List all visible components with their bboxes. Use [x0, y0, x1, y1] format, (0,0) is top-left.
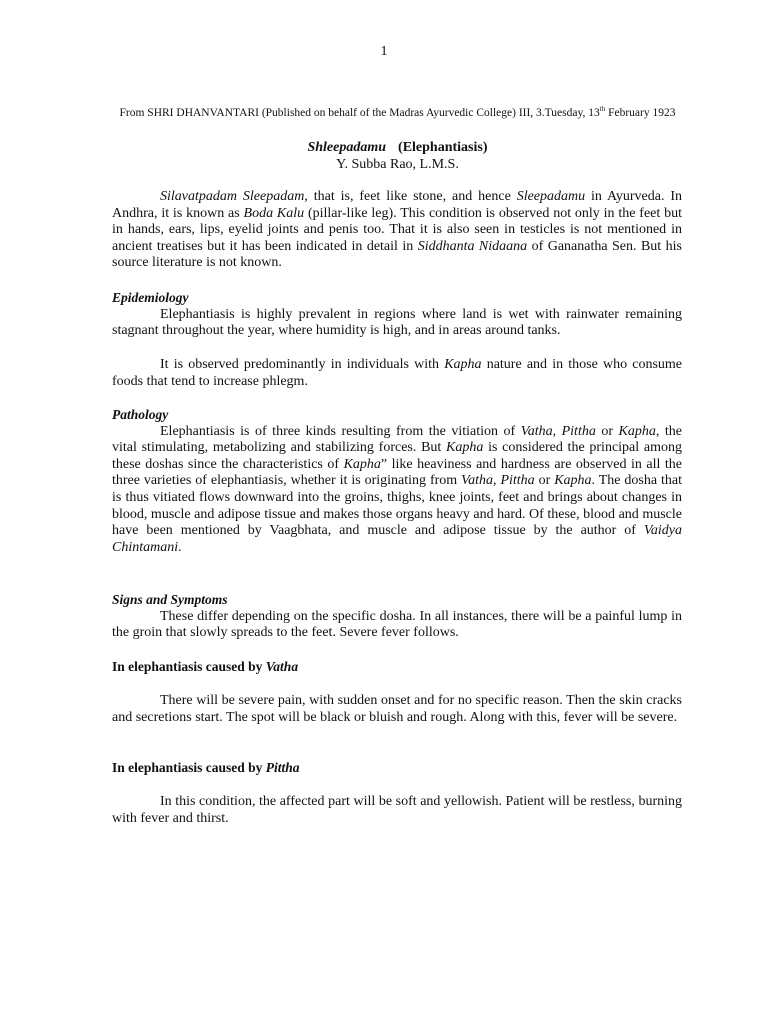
article-author: Y. Subba Rao, L.M.S.	[336, 157, 459, 172]
epidemiology-section-2	[112, 357, 682, 390]
title-english: (Elephantiasis)	[398, 140, 488, 155]
article-title	[0, 139, 768, 156]
epidemiology-section	[112, 290, 682, 340]
pittha-paragraph: In this condition, the affected part will be soft and yellowish. Patient will be restless, burning with fever and thirst.	[112, 794, 682, 826]
pittha-body	[112, 794, 682, 827]
section-heading: Signs and Symptoms	[112, 592, 228, 607]
intro-paragraph: Silavatpadam Sleepadam, that is, feet like stone, and hence Sleepadamu in Ayurveda. In Andhra, it is known as Boda Kalu (pillar-like leg). This condition is observed not only in the feet but in hands, ears, lips, eyelid joints and penis too. That it is also seen in testicles is not mentioned in ancient treatises but it has been indicated in detail in Siddhanta Nidaana of Gananatha Sen. But his source literature is not known.	[112, 189, 682, 271]
epidemiology-paragraph-2: It is observed predominantly in individuals with Kapha nature and in those who consume foods that tend to increase phlegm.	[112, 357, 682, 389]
section-heading: Pathology	[112, 407, 169, 422]
title-main: Shleepadamu	[307, 140, 387, 155]
vatha-body	[112, 693, 682, 726]
intro-section	[112, 189, 682, 272]
vatha-paragraph: There will be severe pain, with sudden onset and for no specific reason. Then the skin cracks and secretions start. The spot will be black or bluish and rough. Along with this, fever will be severe.	[112, 693, 682, 725]
page-number: 1	[380, 44, 388, 59]
pathology-paragraph: Elephantiasis is of three kinds resulting from the vitiation of Vatha, Pittha or Kapha, the vital stimulating, metabolizing and stabilizing forces. But Kapha is considered the principal among these doshas since the characteristics of Kapha” like heaviness and hardness are observed in all the three varieties of elephantiasis, whether it is originating from Vatha, Pittha or Kapha. The dosha that is thus vitiated flows downward into the groins, thighs, knee joints, feet and brings about changes in blood, muscle and adipose tissue and makes those organs heavy and hard. Of these, blood and muscle have been mentioned by Vaagbhata, and muscle and adipose tissue by the author of Vaidya Chintamani.	[112, 423, 683, 555]
signs-section	[112, 592, 682, 642]
pittha-section	[112, 760, 682, 777]
pathology-section	[112, 407, 682, 556]
source-superscript: th	[599, 105, 606, 114]
subsection-heading: In elephantiasis caused by Vatha	[112, 659, 299, 674]
vatha-section	[112, 659, 682, 676]
source-citation	[0, 107, 768, 119]
section-heading: Epidemiology	[112, 290, 189, 305]
signs-paragraph: These differ depending on the specific dosha. In all instances, there will be a painful lump in the groin that slowly spreads to the feet. Severe fever follows.	[112, 608, 682, 641]
article-title-block	[0, 139, 768, 173]
source-text: From SHRI DHANVANTARI (Published on behalf of the Madras Ayurvedic College) III, 3.Tuesday, 13	[119, 107, 600, 119]
subsection-heading: In elephantiasis caused by Pittha	[112, 760, 300, 775]
epidemiology-paragraph-1: Elephantiasis is highly prevalent in regions where land is wet with rainwater remaining stagnant throughout the year, where humidity is high, and in areas around tanks.	[112, 306, 682, 339]
source-date: February 1923	[605, 107, 676, 119]
